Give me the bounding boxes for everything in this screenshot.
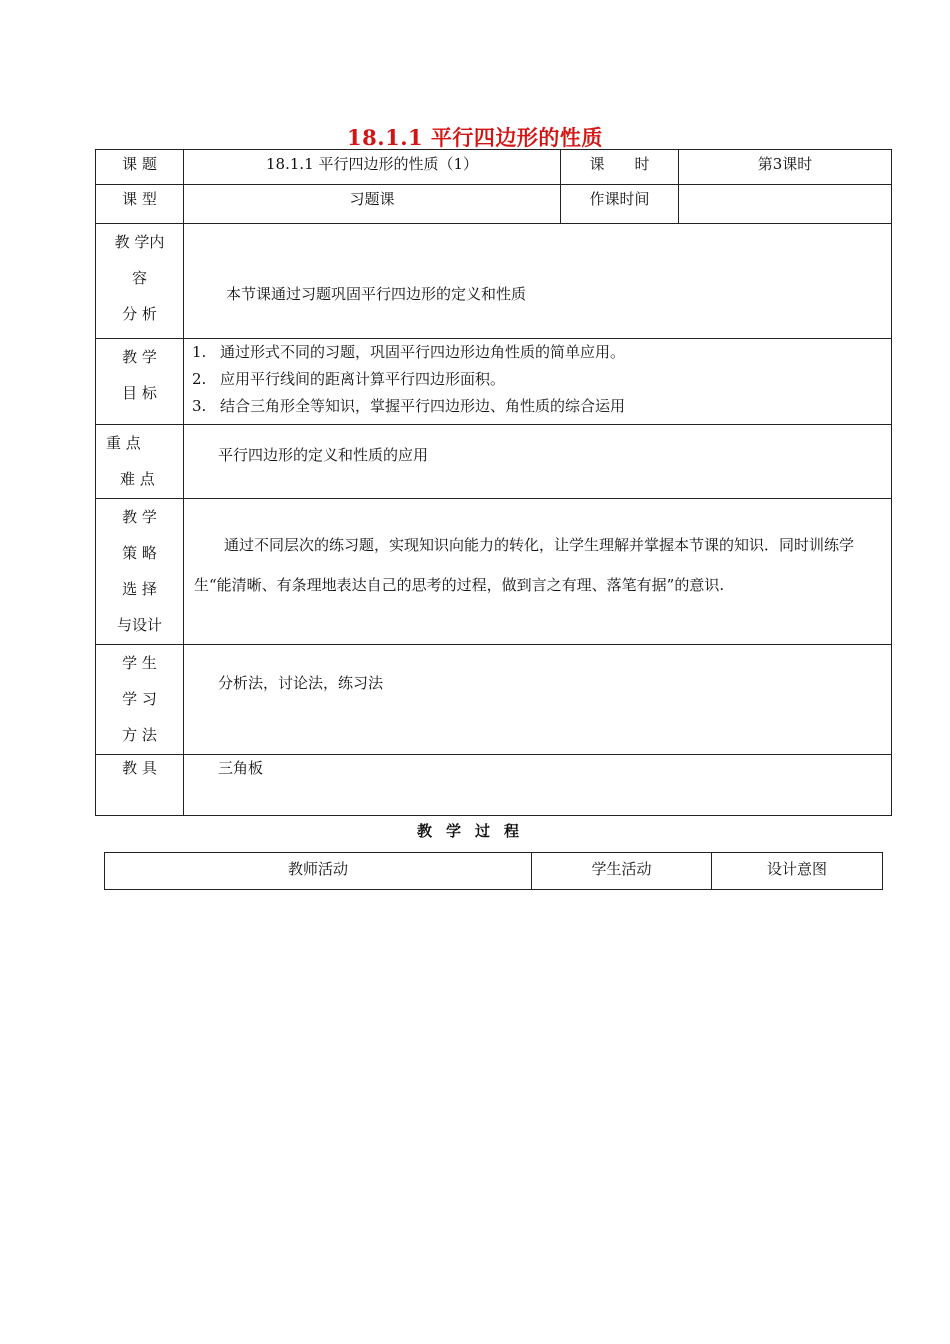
document-title: 18.1.1 平行四边形的性质 xyxy=(347,125,603,150)
label-tools: 教 具 xyxy=(96,755,184,816)
label-line: 教 学内 xyxy=(114,233,165,251)
row-content-analysis xyxy=(96,224,892,339)
objective-item xyxy=(184,393,891,420)
label-line: 选 择 xyxy=(122,580,157,598)
label-objectives xyxy=(96,339,184,425)
objective-number: 3. xyxy=(192,397,207,415)
methods-text: 分析法，讨论法，练习法 xyxy=(218,674,384,692)
objective-number: 1. xyxy=(192,343,207,361)
label-line: 策 略 xyxy=(122,544,157,562)
label-key-points xyxy=(96,425,184,499)
topic-value: 18.1.1 平行四边形的性质（1） xyxy=(184,150,561,185)
label-line: 学 生 xyxy=(122,654,157,672)
row-strategy xyxy=(96,499,892,645)
label-line: 容 xyxy=(131,269,147,287)
label-line: 目 标 xyxy=(122,384,157,402)
label-line: 教 学 xyxy=(122,508,157,526)
key-points-text: 平行四边形的定义和性质的应用 xyxy=(218,446,429,464)
label-line: 教 学 xyxy=(122,348,157,366)
row-objectives xyxy=(96,339,892,425)
period-value: 第3课时 xyxy=(679,150,892,185)
homework-time-value xyxy=(679,185,892,224)
process-heading: 教学过程 xyxy=(416,822,533,840)
content-analysis-text: 本节课通过习题巩固平行四边形的定义和性质 xyxy=(226,285,527,303)
label-content-analysis xyxy=(96,224,184,339)
label-homework-time: 作课时间 xyxy=(561,185,679,224)
label-strategy xyxy=(96,499,184,645)
label-methods xyxy=(96,645,184,755)
label-topic: 课 题 xyxy=(96,150,184,185)
process-table xyxy=(104,852,883,890)
column-header-design: 设计意图 xyxy=(712,853,883,890)
objective-text: 通过形式不同的习题，巩固平行四边形边角性质的简单应用。 xyxy=(220,343,626,361)
label-line: 难 点 xyxy=(120,470,155,488)
strategy-text: 通过不同层次的练习题，实现知识向能力的转化，让学生理解并掌握本节课的知识．同时训练学生“能清晰、有条理地表达自己的思考的过程，做到言之有理、落笔有据”的意识. xyxy=(194,536,855,594)
label-lesson-type: 课 型 xyxy=(96,185,184,224)
label-period: 课 时 xyxy=(561,150,679,185)
objective-text: 结合三角形全等知识，掌握平行四边形边、角性质的综合运用 xyxy=(220,397,626,415)
column-header-teacher: 教师活动 xyxy=(105,853,532,890)
label-line: 重 点 xyxy=(106,434,141,452)
label-line: 学 习 xyxy=(122,690,157,708)
label-line: 分 析 xyxy=(122,305,157,323)
process-header-row xyxy=(105,853,883,890)
objective-item xyxy=(184,366,891,393)
objective-item xyxy=(184,339,891,366)
objective-text: 应用平行线间的距离计算平行四边形面积。 xyxy=(220,370,506,388)
lesson-info-table xyxy=(95,149,892,816)
row-type xyxy=(96,185,892,224)
row-methods xyxy=(96,645,892,755)
tools-text: 三角板 xyxy=(218,759,264,777)
row-key-points xyxy=(96,425,892,499)
label-line: 方 法 xyxy=(122,726,157,744)
row-topic xyxy=(96,150,892,185)
objective-number: 2. xyxy=(192,370,207,388)
lesson-type-value: 习题课 xyxy=(184,185,561,224)
row-tools xyxy=(96,755,892,816)
label-line: 与设计 xyxy=(116,616,162,634)
column-header-student: 学生活动 xyxy=(532,853,712,890)
